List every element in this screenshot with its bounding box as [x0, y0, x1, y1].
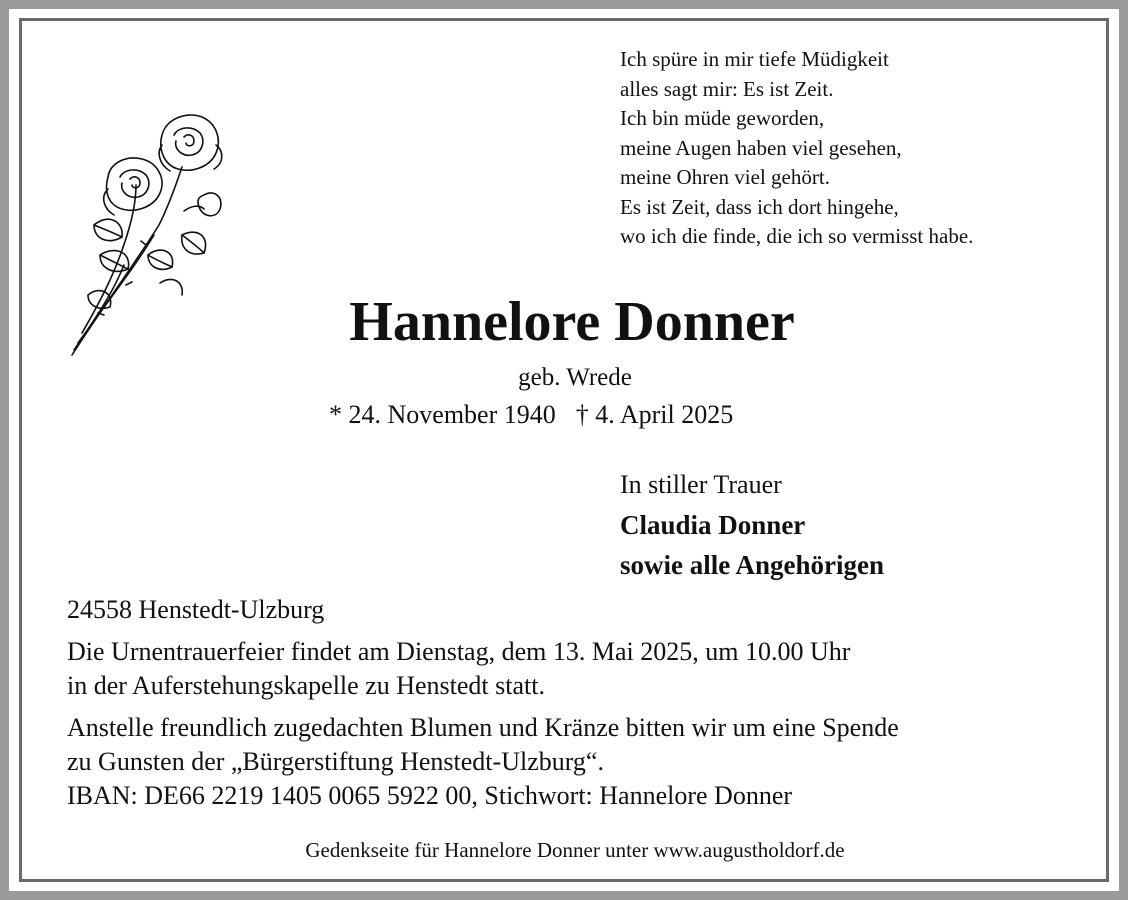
mourners-intro: In stiller Trauer — [620, 470, 782, 499]
mourners-others: sowie alle Angehörigen — [620, 550, 884, 580]
poem-line: Ich bin müde geworden, — [620, 106, 825, 130]
deceased-name: Hannelore Donner — [349, 291, 795, 353]
life-dates — [329, 398, 733, 432]
ceremony-line: Die Urnentrauerfeier findet am Dienstag, dem 13. Mai 2025, um 10.00 Uhr — [67, 637, 851, 666]
obituary-card — [9, 9, 1119, 891]
location: 24558 Henstedt-Ulzburg — [67, 595, 325, 624]
mourner-name: Claudia Donner — [620, 510, 806, 540]
donation-iban: IBAN: DE66 2219 1405 0065 5922 00, Stichwort: Hannelore Donner — [67, 781, 793, 810]
poem — [620, 45, 973, 252]
birth-name: geb. Wrede — [518, 364, 632, 391]
poem-line: wo ich die finde, die ich so vermisst habe. — [620, 224, 974, 248]
poem-line: meine Augen haben viel gesehen, — [620, 135, 902, 160]
donation-line: Anstelle freundlich zugedachten Blumen und Kränze bitten wir um eine Spende — [67, 713, 899, 742]
birth-date: * 24. November 1940 — [329, 400, 556, 429]
poem-line: alles sagt mir: Es ist Zeit. — [620, 76, 834, 101]
donation-info — [67, 711, 899, 813]
death-date: † 4. April 2025 — [575, 400, 734, 429]
details — [67, 593, 899, 813]
donation-line: zu Gunsten der „Bürgerstiftung Henstedt-Ulzburg“. — [67, 747, 604, 776]
poem-line: meine Ohren viel gehört. — [620, 165, 830, 189]
ceremony-info — [67, 635, 899, 703]
poem-line: Es ist Zeit, dass ich dort hingehe, — [620, 194, 899, 219]
memorial-page-note: Gedenkseite für Hannelore Donner unter www.augustholdorf.de — [305, 838, 845, 862]
mourners — [620, 465, 884, 585]
ceremony-line: in der Auferstehungskapelle zu Henstedt statt. — [67, 671, 545, 700]
poem-line: Ich spüre in mir tiefe Müdigkeit — [620, 47, 889, 71]
